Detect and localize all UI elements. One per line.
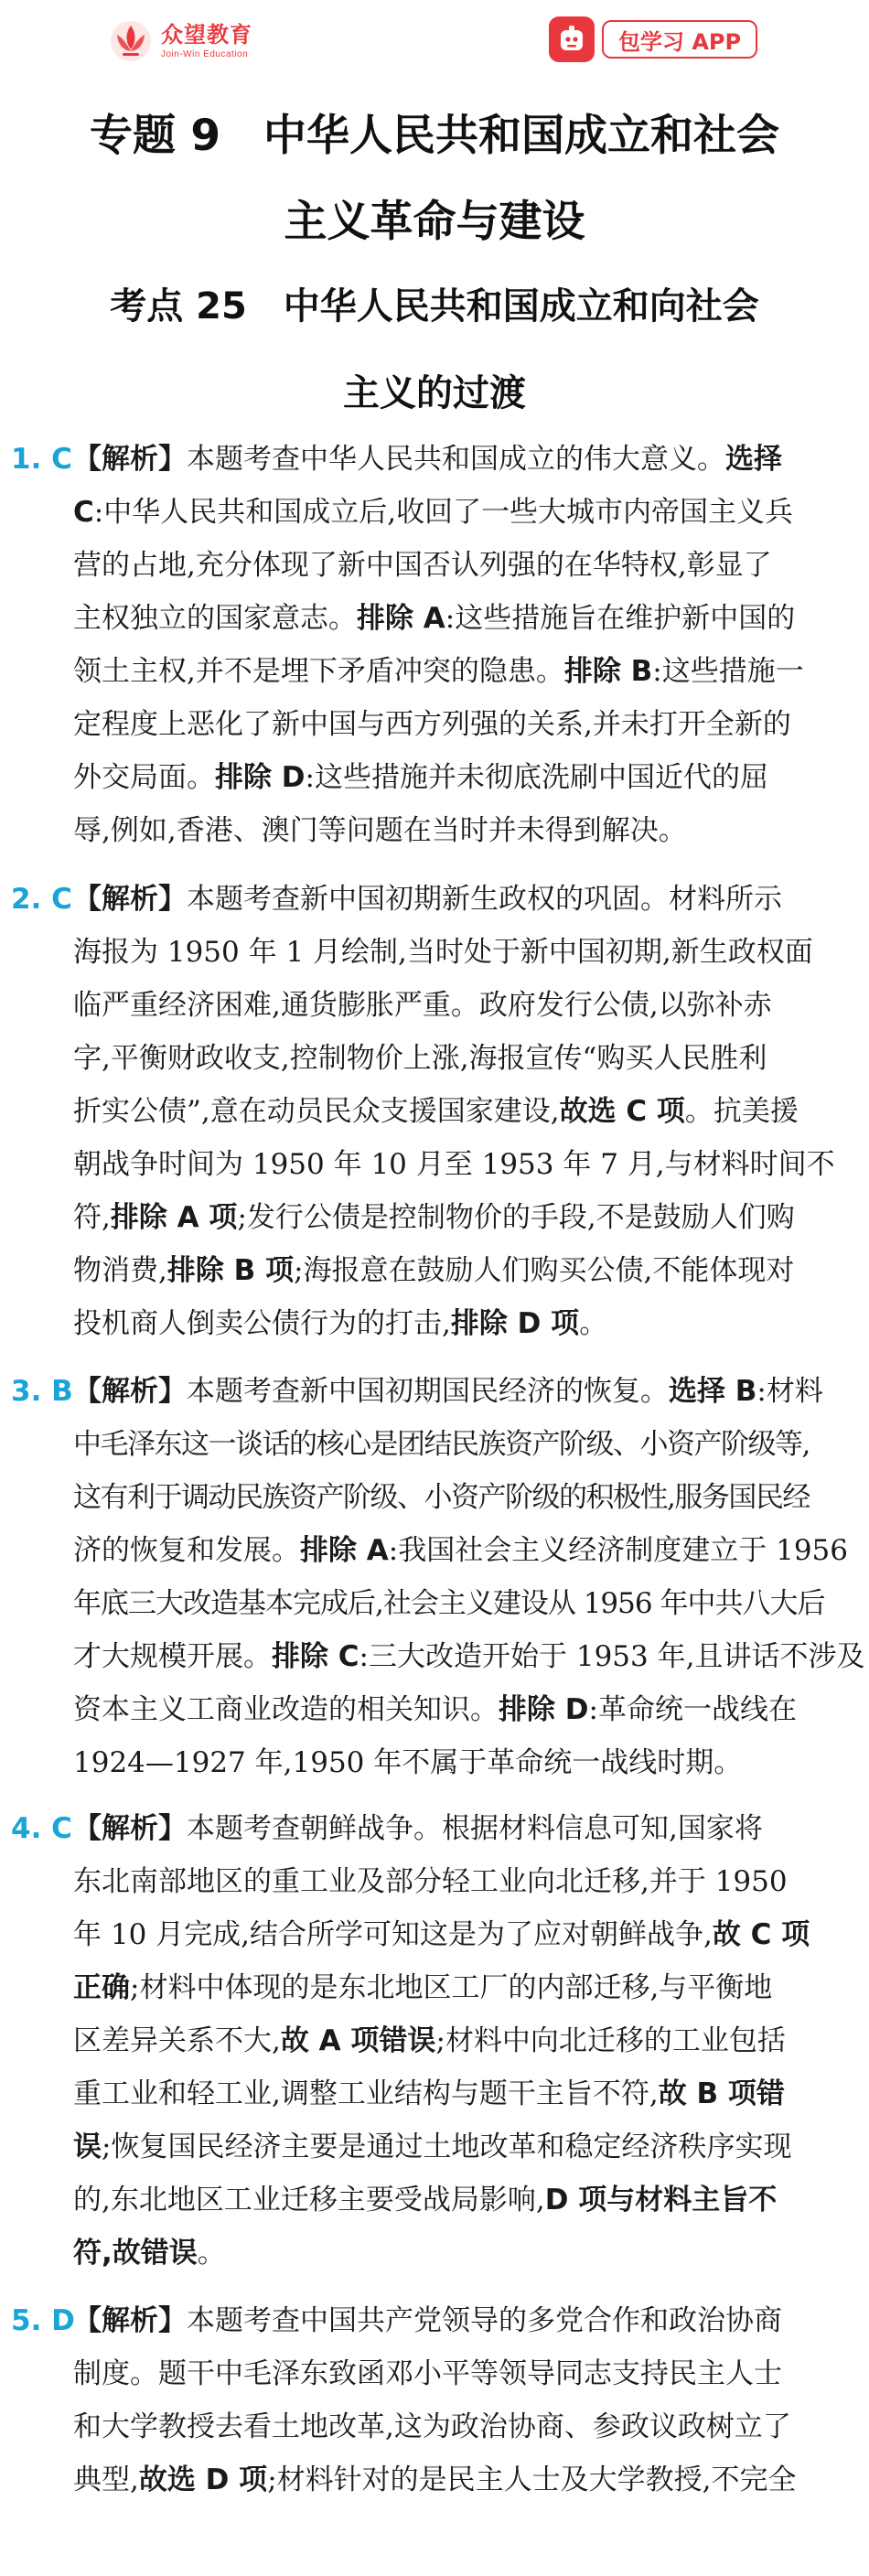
analysis-text: 本题考查中华人民共和国成立的伟大意义。 [187,443,725,476]
analysis-text: ;材料针对的是民主人士及大学教授,不完全 [267,2463,797,2496]
analysis-text: :这些措施并未彻底洗刷中国近代的屈 [305,761,768,794]
answer-keyword: D 项与材料主旨不 [544,2184,778,2216]
analysis-text: 制度。题干中毛泽东致函邓小平等领导同志支持民主人士 [73,2357,782,2390]
app-badge[interactable] [549,16,765,62]
analysis-text: 营的占地,充分体现了新中国否认列强的在华特权,彰显了 [73,549,772,582]
analysis-text: ;海报意在鼓励人们购买公债,不能体现对 [294,1254,795,1287]
analysis-tag: 【解析】 [73,2304,187,2337]
analysis-text: 和大学教授去看土地改革,这为政治协商、参政议政树立了 [73,2410,791,2443]
analysis-text: 本题考查朝鲜战争。根据材料信息可知,国家将 [187,1812,763,1845]
analysis-text: 。 [197,2237,226,2270]
answer-keyword: 排除 B [563,655,653,688]
analysis-text: 这有利于调动民族资产阶级、小资产阶级的积极性,服务国民经 [73,1481,810,1514]
topic-title-line-1: 考点 25 中华人民共和国成立和向社会 [110,285,759,327]
answer-keyword: C [73,496,94,529]
answer-keyword: 符,故错误 [73,2237,198,2270]
brand-name-cn: 众望教育 [161,21,252,48]
analysis-text: :三大改造开始于 1953 年,且讲话不涉及 [359,1640,865,1673]
answer-keyword: 排除 A [300,1534,389,1567]
answer-keyword: 排除 A [357,602,445,635]
answer-keyword: 排除 D 项 [450,1307,580,1340]
analysis-text: ;发行公债是控制物价的手段,不是鼓励人们购 [237,1201,795,1234]
answer-keyword: 排除 B 项 [166,1254,295,1287]
analysis-text: 年 10 月完成,结合所学可知这是为了应对朝鲜战争, [73,1918,713,1951]
analysis-text: 符, [73,1201,111,1234]
analysis-text: 。 [579,1307,608,1340]
analysis-text: 的,东北地区工业迁移主要受战局影响, [73,2184,545,2216]
answer-number: 4. C [11,1812,72,1845]
analysis-text: 定程度上恶化了新中国与西方列强的关系,并未打开全新的 [73,708,791,741]
answer-keyword: 故 A 项错误 [280,2024,436,2057]
answer-number: 1. C [11,443,72,476]
answer-keyword: 误 [73,2131,102,2163]
answer-keyword: 故选 D 项 [138,2463,268,2496]
answer-keyword: 排除 A 项 [110,1201,238,1234]
analysis-text: 临严重经济困难,通货膨胀严重。政府发行公债,以弥补赤 [73,989,772,1022]
answer-keyword: 排除 D [499,1693,589,1726]
chapter-title-line-2: 主义革命与建设 [284,197,585,247]
answer-keyword: 排除 D [215,761,306,794]
analysis-text: 字,平衡财政收支,控制物价上涨,海报宣传“购买人民胜利 [73,1042,767,1075]
analysis-text: 折实公债”,意在动员民众支援国家建设, [73,1095,560,1128]
analysis-text: :我国社会主义经济制度建立于 1956 [388,1534,848,1567]
analysis-text: ;恢复国民经济主要是通过土地改革和稳定经济秩序实现 [102,2131,792,2163]
answer-keyword: 故选 C 项 [559,1095,685,1128]
analysis-text: :革命统一战线在 [588,1693,797,1726]
app-mascot-icon [549,16,595,62]
analysis-text: 区差异关系不大, [73,2024,281,2057]
analysis-text: 本题考查新中国初期国民经济的恢复。 [187,1375,669,1408]
answer-keyword: 选择 B [669,1375,757,1408]
analysis-text: 主权独立的国家意志。 [73,602,357,635]
lotus-logo-icon [110,20,152,62]
analysis-tag: 【解析】 [73,1812,187,1845]
analysis-text: ;材料中体现的是东北地区工厂的内部迁移,与平衡地 [130,1971,773,2004]
analysis-text: ;材料中向北迁移的工业包括 [435,2024,786,2057]
analysis-text: 东北南部地区的重工业及部分轻工业向北迁移,并于 1950 [73,1865,788,1898]
analysis-text: 领土主权,并不是埋下矛盾冲突的隐患。 [73,655,564,688]
analysis-text: 朝战争时间为 1950 年 10 月至 1953 年 7 月,与材料时间不 [73,1148,835,1181]
brand-logo[interactable] [110,18,252,64]
answer-number: 3. B [11,1375,73,1408]
analysis-text: 资本主义工商业改造的相关知识。 [73,1693,499,1726]
analysis-text: 重工业和轻工业,调整工业结构与题干主旨不符, [73,2077,659,2110]
brand-name-en: Join-Win Education [161,48,249,59]
answer-keyword: 选择 [725,443,782,476]
answer-keyword: 故 B 项错 [658,2077,785,2110]
analysis-text: :中华人民共和国成立后,收回了一些大城市内帝国主义兵 [93,496,794,529]
analysis-text: 本题考查新中国初期新生政权的巩固。材料所示 [187,883,782,916]
analysis-text: 物消费, [73,1254,167,1287]
analysis-text: 投机商人倒卖公债行为的打击, [73,1307,451,1340]
page-header [0,0,869,84]
analysis-text: 典型, [73,2463,139,2496]
answer-keyword: 故 C 项 [712,1918,810,1951]
analysis-text: 。抗美援 [684,1095,799,1128]
chapter-title-line-1: 专题 9 中华人民共和国成立和社会 [89,111,780,161]
analysis-text: 1924—1927 年,1950 年不属于革命统一战线时期。 [73,1746,743,1779]
analysis-text: 年底三大改造基本完成后,社会主义建设从 1956 年中共八大后 [73,1587,825,1620]
analysis-text: 中毛泽东这一谈话的核心是团结民族资产阶级、小资产阶级等, [73,1428,810,1461]
analysis-text: 本题考查中国共产党领导的多党合作和政治协商 [187,2304,782,2337]
analysis-text: 辱,例如,香港、澳门等问题在当时并未得到解决。 [73,814,687,847]
analysis-tag: 【解析】 [73,883,187,916]
analysis-tag: 【解析】 [73,1375,187,1408]
answer-number: 2. C [11,883,72,916]
answer-keyword: 排除 C [272,1640,359,1673]
analysis-text: :材料 [756,1375,823,1408]
analysis-text: :这些措施旨在维护新中国的 [445,602,796,635]
analysis-text: 济的恢复和发展。 [73,1534,300,1567]
topic-title-line-2: 主义的过渡 [343,372,526,414]
analysis-text: 外交局面。 [73,761,215,794]
analysis-text: :这些措施一 [652,655,804,688]
answer-number: 5. D [11,2304,75,2337]
analysis-text: 才大规模开展。 [73,1640,272,1673]
analysis-tag: 【解析】 [73,443,187,476]
analysis-text: 海报为 1950 年 1 月绘制,当时处于新中国初期,新生政权面 [73,936,813,969]
answer-keyword: 正确 [73,1971,130,2004]
app-label: 包学习 APP [602,20,757,59]
